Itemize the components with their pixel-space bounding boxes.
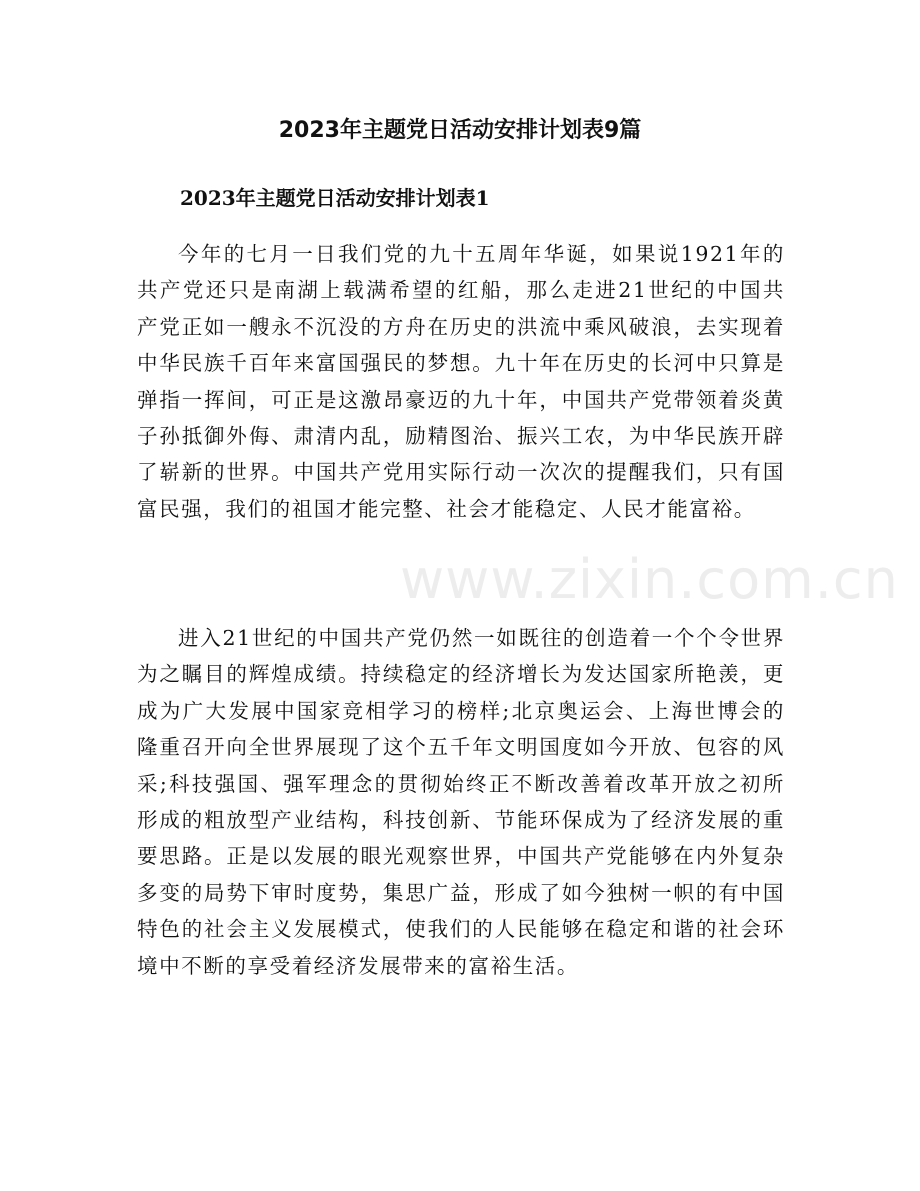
body-paragraph-1: 今年的七月一日我们党的九十五周年华诞，如果说1921年的共产党还只是南湖上载满希望的红船，那么走进21世纪的中国共产党正如一艘永不沉没的方舟在历史的洪流中乘风破浪，去实现着中华民族千百年来富国强民的梦想。九十年在历史的长河中只算是弹指一挥间，可正是这激昂豪迈的九十年，中国共产党带领着炎黄子孙抵御外侮、肃清内乱，励精图治、振兴工农，为中华民族开辟了崭新的世界。中国共产党用实际行动一次次的提醒我们，只有国富民强，我们的祖国才能完整、社会才能稳定、人民才能富裕。 xyxy=(137,242,785,521)
body-paragraph-2: 进入21世纪的中国共产党仍然一如既往的创造着一个个令世界为之瞩目的辉煌成绩。持续稳定的经济增长为发达国家所艳羡，更成为广大发展中国家竞相学习的榜样;北京奥运会、上海世博会的隆重召开向全世界展现了这个五千年文明国度如今开放、包容的风采;科技强国、强军理念的贯彻始终正不断改善着改革开放之初所形成的粗放型产业结构，科技创新、节能环保成为了经济发展的重要思路。正是以发展的眼光观察世界，中国共产党能够在内外复杂多变的局势下审时度势，集思广益，形成了如今独树一帜的有中国特色的社会主义发展模式，使我们的人民能够在稳定和谐的社会环境中不断的享受着经济发展带来的富裕生活。 xyxy=(137,626,785,978)
watermark: www.zixin.com.cn xyxy=(400,548,899,611)
document-title: 2023年主题党日活动安排计划表9篇 xyxy=(278,118,642,143)
section-heading: 2023年主题党日活动安排计划表1 xyxy=(180,186,490,210)
